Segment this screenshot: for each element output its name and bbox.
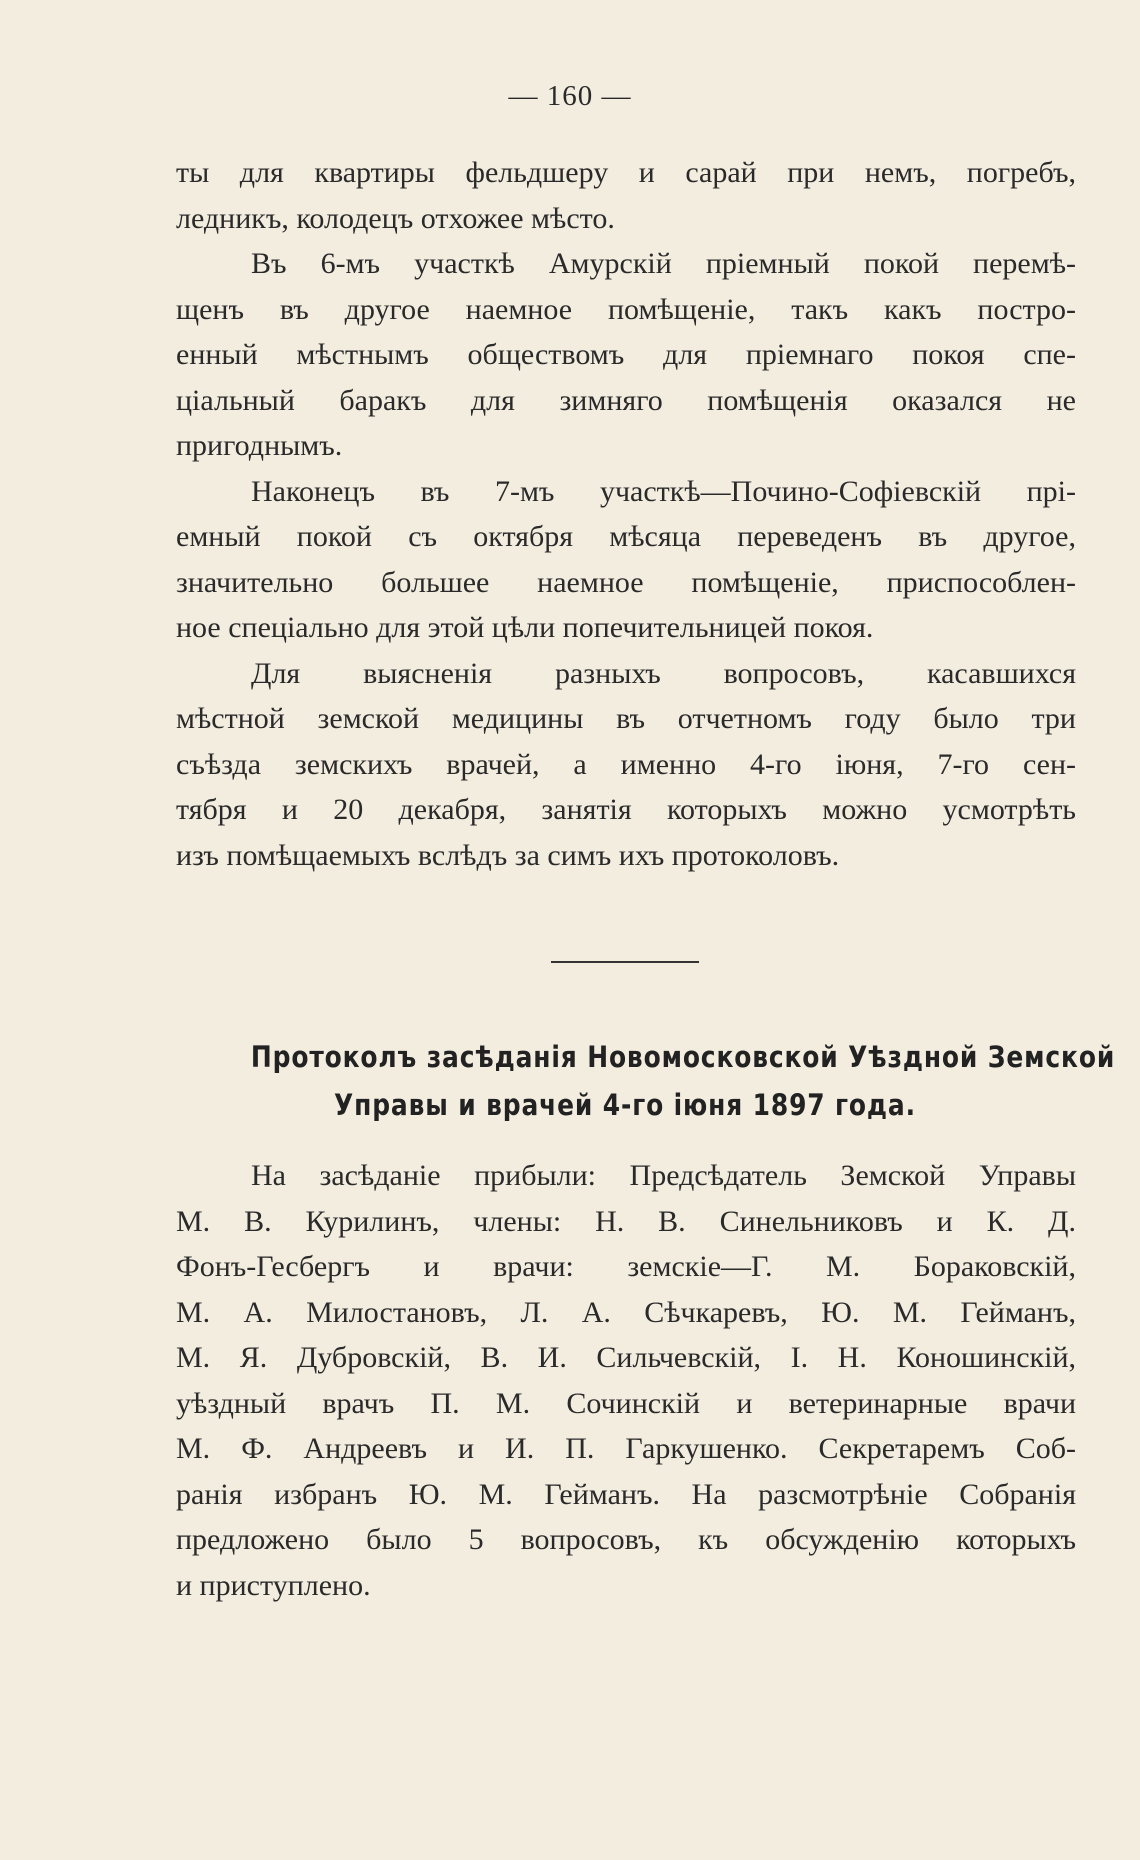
text-line: предложено было 5 вопросовъ, къ обсужденію которыхъ	[176, 1523, 1076, 1556]
text-line: Наконецъ въ 7-мъ участкѣ—Почино-Софіевскій прі-	[251, 474, 1076, 508]
text-line: ледникъ, колодецъ отхожее мѣсто.	[176, 201, 615, 235]
text-line: пригоднымъ.	[176, 429, 343, 462]
text-line: изъ помѣщаемыхъ вслѣдъ за симъ ихъ протоколовъ.	[176, 838, 840, 872]
text-line: М. Я. Дубровскій, В. И. Сильчевскій, І. Н. Коношинскій,	[176, 1341, 1076, 1374]
body-text-bottom	[176, 1153, 1076, 1608]
text-line: значительно большее наемное помѣщеніе, приспособлен-	[176, 565, 1076, 599]
text-line: М. В. Курилинъ, члены: Н. В. Синельниковъ и К. Д.	[176, 1204, 1076, 1238]
text-line: щенъ въ другое наемное помѣщеніе, такъ какъ постро-	[176, 292, 1076, 326]
body-text-top	[176, 150, 1076, 878]
text-line: съѣзда земскихъ врачей, а именно 4-го іюня, 7-го сен-	[176, 747, 1076, 781]
text-line: емный покой съ октября мѣсяца переведенъ въ другое,	[176, 520, 1076, 553]
text-line: уѣздный врачъ П. М. Сочинскій и ветеринарные врачи	[176, 1386, 1076, 1420]
text-line: На засѣданіе прибыли: Предсѣдатель Земской Управы	[251, 1159, 1076, 1192]
text-line: М. А. Милостановъ, Л. А. Сѣчкаревъ, Ю. М. Гейманъ,	[176, 1295, 1076, 1329]
text-line: ранія избранъ Ю. М. Гейманъ. На разсмотрѣніе Собранія	[176, 1477, 1076, 1511]
text-line: ное спеціально для этой цѣли попечительницей покоя.	[176, 611, 874, 644]
text-line: Для выясненія разныхъ вопросовъ, касавшихся	[251, 656, 1076, 690]
text-line: Фонъ-Гесбергъ и врачи: земскіе—Г. М. Бораковскій,	[176, 1250, 1076, 1283]
text-line: М. Ф. Андреевъ и И. П. Гаркушенко. Секретаремъ Соб-	[176, 1432, 1076, 1465]
text-line: тября и 20 декабря, занятія которыхъ можно усмотрѣть	[176, 793, 1076, 826]
text-line: и приступлено.	[176, 1568, 371, 1602]
text-line: мѣстной земской медицины въ отчетномъ году было три	[176, 702, 1076, 735]
section-divider	[551, 961, 699, 963]
text-line: ты для квартиры фельдшеру и сарай при немъ, погребъ,	[176, 156, 1076, 189]
page-number: — 160 —	[508, 80, 632, 112]
text-line: енный мѣстнымъ обществомъ для пріемнаго покоя спе-	[176, 338, 1076, 371]
heading-line: Управы и врачей 4-го іюня 1897 года.	[334, 1088, 916, 1122]
text-line: ціальный баракъ для зимняго помѣщенія оказался не	[176, 383, 1076, 417]
heading-line: Протоколъ засѣданія Новомосковской Уѣздной Земской	[250, 1040, 1116, 1074]
text-line: Въ 6-мъ участкѣ Амурскій пріемный покой перемѣ-	[251, 247, 1076, 280]
protocol-heading	[250, 1033, 1116, 1129]
